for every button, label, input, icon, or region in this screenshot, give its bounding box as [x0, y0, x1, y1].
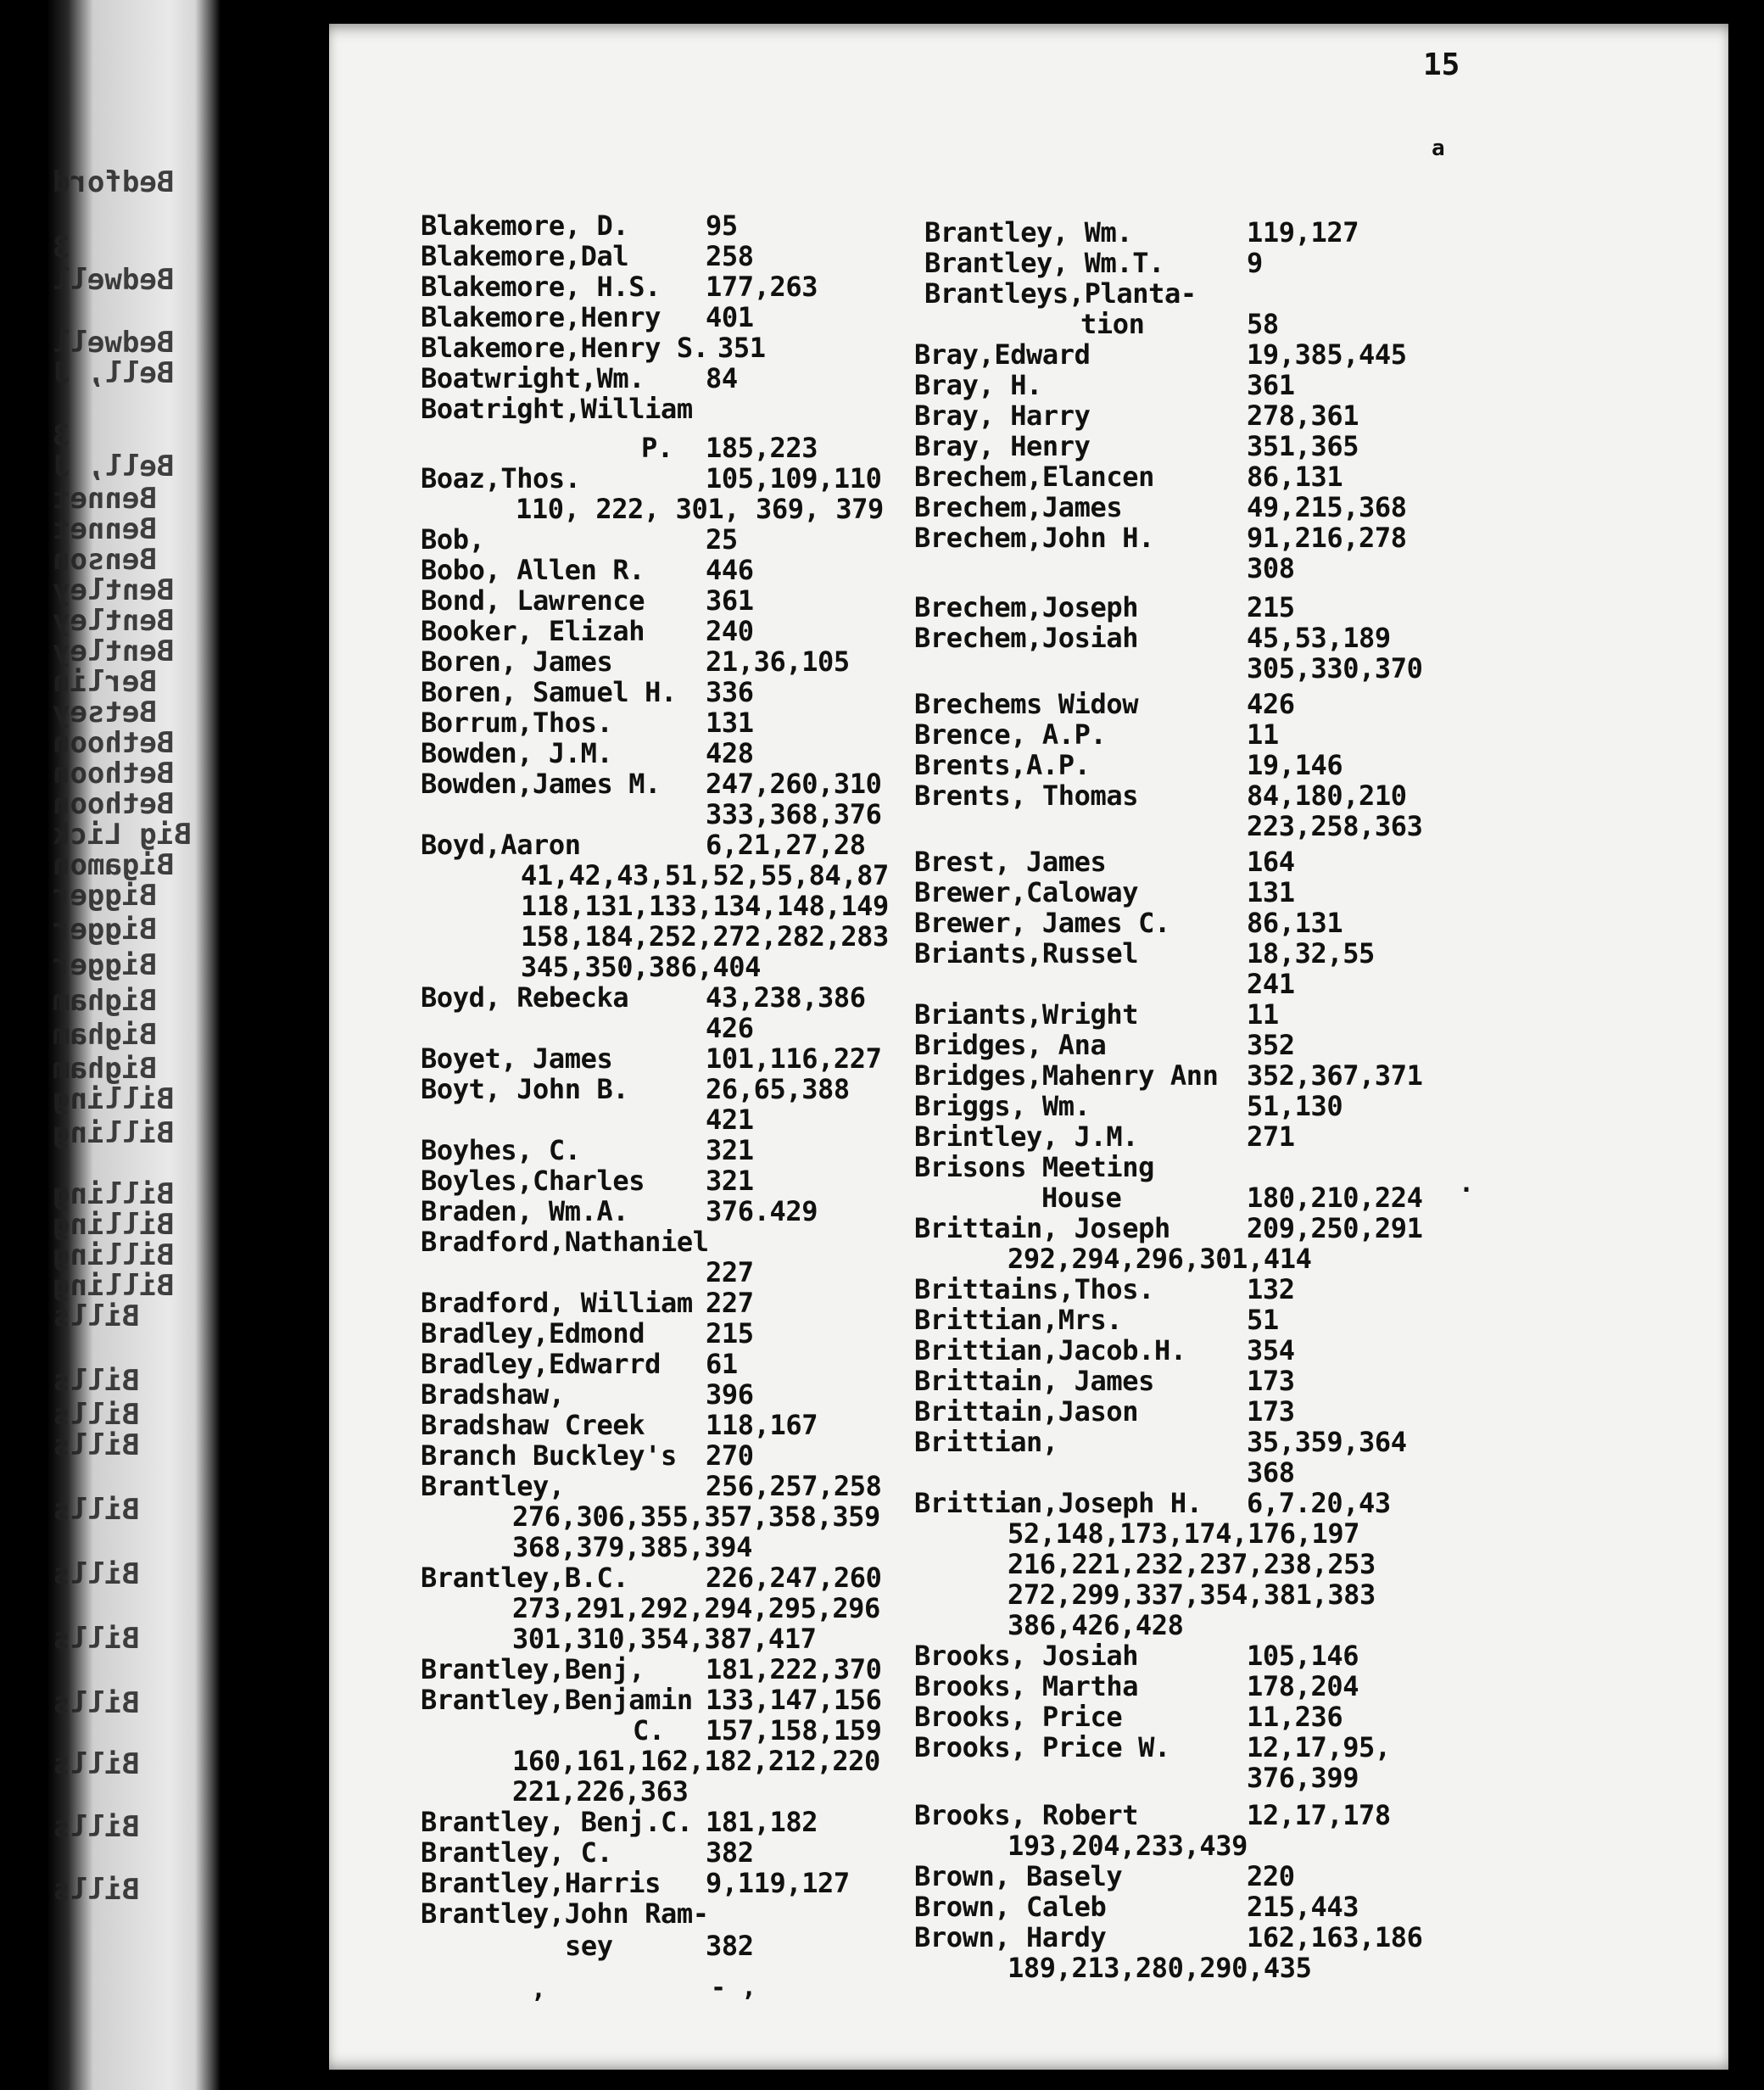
index-name: Bradshaw Creek [421, 1409, 645, 1441]
index-name: 386,426,428 [1008, 1609, 1184, 1641]
bleed-fragment: Bethoon [53, 726, 175, 760]
index-pages: 35,359,364 [1247, 1426, 1407, 1458]
index-name: Brooks, Josiah [914, 1640, 1139, 1672]
bleed-fragment: Billing [53, 1269, 175, 1303]
index-pages: 6,21,27,28 [706, 829, 866, 861]
index-name: Brisons Meeting [914, 1151, 1154, 1183]
index-name: 110, 222, 301, 369, 379 [516, 493, 884, 525]
bleed-fragment: Betsey [53, 696, 157, 729]
index-name: Boren, James [421, 645, 613, 678]
index-name: C. [633, 1714, 665, 1746]
index-name: tion [1080, 308, 1145, 340]
index-name: 160,161,162,182,212,220 [512, 1745, 880, 1777]
index-name: Brittian,Joseph H. [914, 1487, 1203, 1519]
index-pages: 105,146 [1247, 1640, 1359, 1672]
index-name: Brown, Caleb [914, 1891, 1107, 1923]
index-name: 272,299,337,354,381,383 [1008, 1579, 1376, 1611]
bleed-fragment: Bills [53, 1686, 140, 1720]
index-pages: 426 [706, 1012, 754, 1044]
index-name: Brittian,Mrs. [914, 1304, 1123, 1336]
index-name: Bond, Lawrence [421, 584, 645, 617]
index-pages: 164 [1247, 846, 1295, 878]
index-name: Brown, Basely [914, 1860, 1123, 1892]
bleed-through-text [53, 0, 205, 2090]
index-name: Bray, Henry [914, 430, 1091, 462]
bleed-fragment: Bell, J [53, 356, 175, 390]
stray-mark: - , [711, 1973, 757, 2003]
index-name: Brest, James [914, 846, 1107, 878]
index-pages: 215 [1247, 591, 1295, 623]
index-pages: 19,146 [1247, 749, 1343, 781]
index-name: 221,226,363 [512, 1775, 689, 1808]
index-pages: 361 [1247, 369, 1295, 401]
bleed-fragment: Bills [53, 1557, 140, 1591]
index-pages: 227 [706, 1256, 754, 1288]
bleed-fragment: Bigger [53, 948, 157, 982]
index-name: Brittain, Joseph [914, 1212, 1170, 1244]
index-pages: 321 [706, 1134, 754, 1166]
bleed-fragment: Bills [53, 1493, 140, 1527]
index-pages: 61 [706, 1348, 738, 1380]
index-pages: 25 [706, 523, 738, 556]
bleed-fragment: Bills [53, 1428, 140, 1462]
index-pages: 180,210,224 [1247, 1182, 1423, 1214]
index-pages: 11 [1247, 998, 1279, 1031]
bleed-fragment: Billing [53, 1177, 175, 1211]
bleed-fragment: Bigger [53, 913, 157, 947]
index-name: Brantleys,Planta- [924, 277, 1197, 310]
index-name: Brechem,John H. [914, 522, 1154, 554]
index-pages: 133,147,156 [706, 1684, 882, 1716]
index-pages: 227 [706, 1287, 754, 1319]
index-name: 52,148,173,174,176,197 [1008, 1517, 1360, 1550]
index-pages: 181,222,370 [706, 1653, 882, 1685]
index-pages: 9,119,127 [706, 1867, 850, 1899]
index-name: Brittian,Jacob.H. [914, 1334, 1186, 1366]
bleed-fragment: Bell, J [53, 450, 175, 483]
index-pages: 351,365 [1247, 430, 1359, 462]
index-name: Brence, A.P. [914, 718, 1107, 751]
index-name: Brantley, [421, 1470, 565, 1502]
index-pages: 305,330,370 [1247, 652, 1423, 685]
index-name: Brooks, Robert [914, 1799, 1139, 1831]
index-pages: 396 [706, 1378, 754, 1411]
bleed-fragment: Bigger [53, 879, 157, 913]
index-pages: 131 [1247, 876, 1295, 908]
index-pages: 11 [1247, 718, 1279, 751]
index-pages: 19,385,445 [1247, 338, 1407, 371]
bleed-fragment: Berlin [53, 665, 157, 699]
bleed-fragment: Bennet [53, 482, 157, 516]
index-name: Brantley,Benjamin [421, 1684, 693, 1716]
index-name: Brechems Widow [914, 688, 1139, 720]
index-pages: 9 [1247, 247, 1263, 279]
stray-mark: . [1459, 1169, 1475, 1199]
index-pages: 368 [1247, 1456, 1295, 1489]
index-name: Brooks, Martha [914, 1670, 1139, 1702]
index-name: Bradley,Edwarrd [421, 1348, 661, 1380]
index-name: Brantley, C. [421, 1836, 613, 1869]
index-name: Brantley,John Ram- [421, 1897, 709, 1930]
index-pages: 18,32,55 [1247, 937, 1375, 970]
index-name: Borrum,Thos. [421, 707, 613, 739]
index-name: sey [565, 1930, 613, 1962]
index-name: Blakemore,Dal [421, 240, 629, 272]
index-pages: 428 [706, 737, 754, 769]
index-name: Brown, Hardy [914, 1921, 1107, 1953]
bleed-fragment: Billing [53, 1238, 175, 1272]
index-pages: 361 [706, 584, 754, 617]
index-name: Blakemore,Henry [421, 301, 661, 333]
index-pages: 178,204 [1247, 1670, 1359, 1702]
index-name: Branch Buckley's [421, 1439, 677, 1472]
index-name: Brantley, Benj.C. [421, 1806, 693, 1838]
bleed-fragment: 3 [53, 231, 70, 265]
index-pages: 226,247,260 [706, 1562, 882, 1594]
index-name: House [1041, 1182, 1122, 1214]
index-name: Boyet, James [421, 1042, 613, 1075]
bleed-fragment: Bentley [53, 634, 175, 668]
index-pages: 352,367,371 [1247, 1059, 1423, 1092]
bleed-fragment: Bills [53, 1398, 140, 1432]
index-pages: 278,361 [1247, 400, 1359, 432]
index-pages: 84,180,210 [1247, 780, 1407, 812]
index-name: Brechem,Josiah [914, 622, 1139, 654]
index-pages: 6,7.20,43 [1247, 1487, 1391, 1519]
index-pages: 105,109,110 [706, 462, 882, 495]
index-pages: 58 [1247, 308, 1279, 340]
index-name: 292,294,296,301,414 [1008, 1243, 1312, 1275]
index-pages: 91,216,278 [1247, 522, 1407, 554]
index-pages: 177,263 [706, 271, 818, 303]
bleed-fragment: Bigham [53, 984, 157, 1018]
bleed-fragment: Benson [53, 543, 157, 577]
index-name: Boyles,Charles [421, 1165, 645, 1197]
bleed-fragment: Billing [53, 1116, 175, 1150]
index-name: Boyd,Aaron [421, 829, 581, 861]
index-pages: 382 [706, 1930, 754, 1962]
index-name: Brantley,Benj, [421, 1653, 645, 1685]
index-pages: 49,215,368 [1247, 491, 1407, 523]
index-pages: 215 [706, 1317, 754, 1350]
index-pages: 132 [1247, 1273, 1295, 1305]
index-name: Boaz,Thos. [421, 462, 581, 495]
index-pages: 157,158,159 [706, 1714, 882, 1746]
bleed-fragment: Bedford [53, 165, 175, 199]
index-pages: 352 [1247, 1029, 1295, 1061]
index-name: Blakemore, D. [421, 210, 629, 242]
index-name: Brents,A.P. [914, 749, 1091, 781]
index-name: Boatright,William [421, 393, 693, 425]
index-pages: 86,131 [1247, 907, 1343, 939]
index-pages: 215,443 [1247, 1891, 1359, 1923]
index-pages: 258 [706, 240, 754, 272]
index-name: Brittains,Thos. [914, 1273, 1154, 1305]
index-name: Bradford, William [421, 1287, 693, 1319]
index-pages: 241 [1247, 968, 1295, 1000]
index-pages: 119,127 [1247, 216, 1359, 249]
index-name: Bray,Edward [914, 338, 1091, 371]
bleed-fragment: Bennet [53, 512, 157, 546]
index-name: Bray, H. [914, 369, 1042, 401]
index-pages: 308 [1247, 552, 1295, 584]
index-name: Briants,Russel [914, 937, 1139, 970]
index-pages: 223,258,363 [1247, 810, 1423, 842]
index-name: Boren, Samuel H. [421, 676, 677, 708]
index-name: Bowden,James M. [421, 768, 661, 800]
index-name: 273,291,292,294,295,296 [512, 1592, 880, 1624]
index-pages: 421 [706, 1104, 754, 1136]
bleed-fragment: Billing [53, 1208, 175, 1242]
index-pages: 185,223 [706, 432, 818, 464]
index-pages: 173 [1247, 1365, 1295, 1397]
bleed-fragment: Bedwell [53, 263, 175, 297]
index-pages: 256,257,258 [706, 1470, 882, 1502]
index-pages: 26,65,388 [706, 1073, 850, 1105]
index-pages: 51,130 [1247, 1090, 1343, 1122]
index-name: Brantley,Harris [421, 1867, 661, 1899]
index-name: Brechem,James [914, 491, 1123, 523]
index-name: Brewer, James C. [914, 907, 1170, 939]
index-pages: 401 [706, 301, 754, 333]
index-pages: 95 [706, 210, 738, 242]
index-pages: 220 [1247, 1860, 1295, 1892]
index-name: 276,306,355,357,358,359 [512, 1500, 880, 1533]
page-number: 15 [1423, 48, 1460, 82]
index-pages: 12,17,95, [1247, 1731, 1391, 1763]
index-name: 345,350,386,404 [521, 951, 761, 983]
index-pages: 21,36,105 [706, 645, 850, 678]
index-pages: 271 [1247, 1120, 1295, 1153]
index-name: 189,213,280,290,435 [1008, 1952, 1312, 1984]
index-name: Bob, [421, 523, 485, 556]
index-pages: 173 [1247, 1395, 1295, 1428]
index-name: Brents, Thomas [914, 780, 1139, 812]
bleed-fragment: Bigham [53, 1052, 157, 1086]
index-name: Booker, Elizah [421, 615, 645, 647]
index-pages: 351 [717, 332, 766, 364]
index-name: Brittian, [914, 1426, 1058, 1458]
index-name: 193,204,233,439 [1008, 1830, 1248, 1862]
bleed-fragment: Bentley [53, 604, 175, 638]
bleed-fragment: Bethoon [53, 757, 175, 791]
index-pages: 51 [1247, 1304, 1279, 1336]
index-name: Boyhes, C. [421, 1134, 581, 1166]
index-name: Bradford,Nathaniel [421, 1226, 709, 1258]
index-name: 301,310,354,387,417 [512, 1623, 817, 1655]
index-name: Bridges, Ana [914, 1029, 1107, 1061]
bleed-fragment: Big Lick [53, 818, 192, 852]
index-name: Brewer,Caloway [914, 876, 1139, 908]
index-pages: 426 [1247, 688, 1295, 720]
index-pages: 382 [706, 1836, 754, 1869]
index-pages: 376.429 [706, 1195, 818, 1227]
index-name: Boyt, John B. [421, 1073, 629, 1105]
page-mark: a [1432, 136, 1445, 161]
index-pages: 376,399 [1247, 1762, 1359, 1794]
index-name: Boyd, Rebecka [421, 981, 629, 1014]
index-pages: 336 [706, 676, 754, 708]
index-pages: 354 [1247, 1334, 1295, 1366]
index-pages: 181,182 [706, 1806, 818, 1838]
index-name: Bradley,Edmond [421, 1317, 645, 1350]
index-name: Braden, Wm.A. [421, 1195, 629, 1227]
index-pages: 162,163,186 [1247, 1921, 1423, 1953]
index-name: Brooks, Price W. [914, 1731, 1170, 1763]
index-name: 158,184,252,272,282,283 [521, 920, 889, 953]
index-pages: 12,17,178 [1247, 1799, 1391, 1831]
index-pages: 131 [706, 707, 754, 739]
bleed-fragment: Bills [53, 1810, 140, 1844]
index-name: Blakemore,Henry S. [421, 332, 709, 364]
index-pages: 321 [706, 1165, 754, 1197]
index-pages: 247,260,310 [706, 768, 882, 800]
index-name: Bowden, J.M. [421, 737, 613, 769]
index-name: Brantley,B.C. [421, 1562, 629, 1594]
index-name: Brantley, Wm.T. [924, 247, 1164, 279]
index-name: Bridges,Mahenry Ann [914, 1059, 1219, 1092]
stray-mark: , [531, 1975, 547, 2004]
bleed-fragment: Bills [53, 1364, 140, 1398]
index-pages: 446 [706, 554, 754, 586]
index-name: Brittain,Jason [914, 1395, 1139, 1428]
index-pages: 45,53,189 [1247, 622, 1391, 654]
bleed-fragment: Bentley [53, 573, 175, 607]
bleed-fragment: Bills [53, 1622, 140, 1656]
index-pages: 333,368,376 [706, 798, 882, 830]
index-page [329, 24, 1728, 2070]
index-pages: 101,116,227 [706, 1042, 882, 1075]
bleed-fragment: Bills [53, 1299, 140, 1333]
bleed-fragment: Billing [53, 1082, 175, 1116]
index-name: 368,379,385,394 [512, 1531, 752, 1563]
index-name: Bray, Harry [914, 400, 1091, 432]
index-pages: 270 [706, 1439, 754, 1472]
index-name: Brittain, James [914, 1365, 1154, 1397]
index-pages: 11,236 [1247, 1701, 1343, 1733]
index-name: P. [641, 432, 673, 464]
bleed-fragment: Bedwell [53, 326, 175, 360]
adjacent-page-bleed [0, 0, 331, 2090]
index-name: Briants,Wright [914, 998, 1139, 1031]
index-name: Bradshaw, [421, 1378, 565, 1411]
index-name: Brintley, J.M. [914, 1120, 1139, 1153]
bleed-fragment: Bills [53, 1747, 140, 1781]
index-pages: 43,238,386 [706, 981, 866, 1014]
index-name: Boatwright,Wm. [421, 362, 645, 394]
index-name: Brooks, Price [914, 1701, 1123, 1733]
bleed-fragment: Bills [53, 1873, 140, 1907]
index-pages: 209,250,291 [1247, 1212, 1423, 1244]
index-pages: 240 [706, 615, 754, 647]
bleed-fragment: Bigamon [53, 848, 175, 882]
bleed-fragment: 3 [53, 419, 70, 453]
index-name: Briggs, Wm. [914, 1090, 1091, 1122]
index-pages: 84 [706, 362, 738, 394]
index-name: Brantley, Wm. [924, 216, 1133, 249]
bleed-fragment: Bethoon [53, 787, 175, 821]
index-name: Brechem,Joseph [914, 591, 1139, 623]
index-name: Bobo, Allen R. [421, 554, 645, 586]
index-name: Brechem,Elancen [914, 461, 1154, 493]
bleed-fragment: Bigham [53, 1018, 157, 1052]
index-name: 216,221,232,237,238,253 [1008, 1548, 1376, 1580]
index-pages: 86,131 [1247, 461, 1343, 493]
index-name: 41,42,43,51,52,55,84,87 [521, 859, 889, 891]
index-pages: 118,167 [706, 1409, 818, 1441]
index-name: 118,131,133,134,148,149 [521, 890, 889, 922]
index-name: Blakemore, H.S. [421, 271, 661, 303]
